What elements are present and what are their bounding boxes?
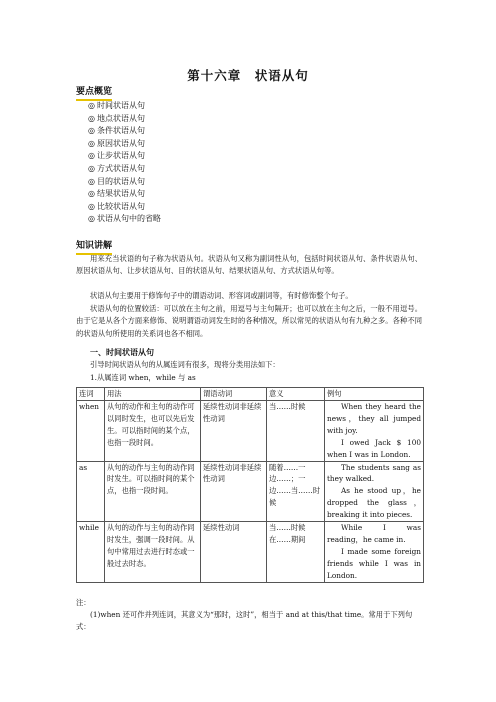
cell-conjunction: when <box>77 401 105 462</box>
header-meaning: 意义 <box>267 388 325 401</box>
circle-bullet-icon: ◎ <box>88 113 95 123</box>
cell-meaning: 随着……一边……；一边……当……时候 <box>267 461 325 522</box>
header-conjunction: 连词 <box>77 388 105 401</box>
circle-bullet-icon: ◎ <box>88 126 95 136</box>
overview-item-label: 条件状语从句 <box>97 126 145 136</box>
example-sentence: I owed Jack $ 100 when I was in London. <box>327 437 421 459</box>
circle-bullet-icon: ◎ <box>88 101 95 110</box>
explanation-paragraph-1: 用来充当状语的句子称为状语从句。状语从句又称为副词性从句，包括时间状语从句、条件状语从句、原因状语从句、让步状语从句、目的状语从句、结果状语从句、方式状语从句等。 <box>76 254 422 276</box>
cell-usage: 从句的动作与主句的动作同时发生，强调一段时间。从句中常用过去进行时态或一般过去时态。 <box>105 522 201 583</box>
table-row <box>77 401 424 462</box>
overview-item <box>88 150 161 163</box>
overview-item <box>88 201 161 214</box>
overview-item-label: 原因状语从句 <box>97 138 145 148</box>
cell-usage: 从句的动作和主句的动作可以同时发生，也可以先后发生。可以指时间的某个点，也指一段时间。 <box>105 401 201 462</box>
cell-examples <box>325 522 424 583</box>
overview-item-label: 比较状语从句 <box>97 201 145 211</box>
overview-list <box>88 100 161 226</box>
cell-examples <box>325 461 424 522</box>
notes-text: (1)when 还可作并列连词，其意义为“那时，这时”，相当于 and at this/that time。常用于下列句式： <box>76 610 413 632</box>
section1-subheading: 1.从属连词 when，while 与 as <box>90 373 196 382</box>
overview-item-label: 结果状语从句 <box>97 189 145 199</box>
cell-verb: 延续性动词 <box>201 522 267 583</box>
circle-bullet-icon: ◎ <box>88 138 95 148</box>
explanation-paragraph-3: 状语从句的位置较活：可以放在主句之前，用逗号与主句隔开；也可以放在主句之后，一般不用逗号。由于它是从各个方面来修饰、说明谓语动词发生时的各种情况，所以常见的状语从句有九种之多。各种不同的状语从句所使用的关系词也各不相同。 <box>76 304 422 338</box>
example-sentence: While I was reading，he came in. <box>327 523 421 544</box>
section1-intro: 引导时间状语从句的从属连词有很多，现将分类用法如下： <box>90 360 280 369</box>
overview-item-label: 目的状语从句 <box>97 176 145 186</box>
header-example: 例句 <box>325 388 424 401</box>
circle-bullet-icon: ◎ <box>88 163 95 173</box>
header-usage: 用法 <box>105 388 201 401</box>
overview-item-label: 状语从句中的省略 <box>97 214 161 224</box>
circle-bullet-icon: ◎ <box>88 189 95 199</box>
overview-heading: 要点概览 <box>76 87 112 101</box>
example-sentence: I made some foreign friends while I was in London. <box>327 546 421 580</box>
overview-item-label: 让步状语从句 <box>97 151 145 161</box>
overview-item-label: 时间状语从句 <box>97 101 145 110</box>
overview-item <box>88 176 161 189</box>
conjunction-table <box>76 387 424 583</box>
section1-heading: 一、时间状语从句 <box>90 347 154 357</box>
overview-item <box>88 100 161 113</box>
table-header-row <box>77 388 424 401</box>
explanation-heading: 知识讲解 <box>76 241 112 255</box>
overview-item-label: 地点状语从句 <box>97 113 145 123</box>
table-row <box>77 522 424 583</box>
notes-label: 注： <box>76 598 91 607</box>
overview-item <box>88 138 161 151</box>
explanation-paragraph-2: 状语从句主要用于修饰句子中的谓语动词、形容词或副词等，有时修饰整个句子。 <box>90 291 353 300</box>
overview-item <box>88 163 161 176</box>
cell-usage: 从句的动作与主句的动作同时发生。可以指时间的某个点，也指一段时间。 <box>105 461 201 522</box>
cell-examples <box>325 401 424 462</box>
overview-item-label: 方式状语从句 <box>97 163 145 173</box>
cell-verb: 延续性动词非延续性动词 <box>201 401 267 462</box>
table-row <box>77 461 424 522</box>
overview-item <box>88 188 161 201</box>
circle-bullet-icon: ◎ <box>88 201 95 211</box>
header-verb: 谓语动词 <box>201 388 267 401</box>
example-sentence: As he stood up，he dropped the glass，breaking it into pieces. <box>327 486 421 520</box>
circle-bullet-icon: ◎ <box>88 214 95 224</box>
example-sentence: When they heard the news，they all jumped with joy. <box>327 402 421 435</box>
cell-meaning: 当……时候在……期间 <box>267 522 325 583</box>
example-sentence: The students sang as they walked. <box>327 462 421 484</box>
cell-conjunction: while <box>77 522 105 583</box>
overview-item <box>88 125 161 138</box>
cell-conjunction: as <box>77 461 105 522</box>
chapter-title: 第十六章 状语从句 <box>187 68 309 83</box>
overview-item <box>88 113 161 126</box>
cell-verb: 延续性动词非延续性动词 <box>201 461 267 522</box>
circle-bullet-icon: ◎ <box>88 151 95 161</box>
overview-item <box>88 213 161 226</box>
cell-meaning: 当……时候 <box>267 401 325 462</box>
circle-bullet-icon: ◎ <box>88 176 95 186</box>
